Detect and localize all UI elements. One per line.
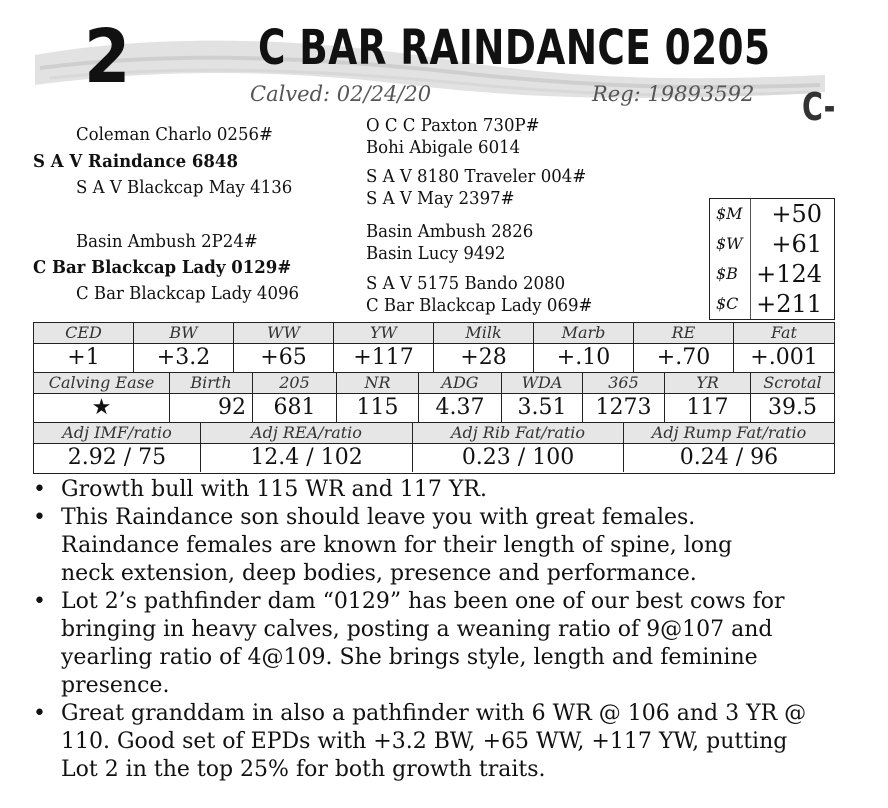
- performance-header-cell: Birth: [170, 373, 253, 393]
- calved-date: Calved: 02/24/20: [250, 82, 432, 106]
- pedigree-sire-sire-sire: O C C Paxton 730P#: [366, 115, 540, 136]
- note-item: [33, 700, 833, 784]
- epd-header-cell: WW: [234, 323, 334, 343]
- index-label: $W: [716, 234, 743, 253]
- note-line: 110. Good set of EPDs with +3.2 BW, +65 WW, +117 YW, putting: [61, 729, 788, 754]
- epd-value-cell: +.70: [634, 344, 734, 372]
- note-line: Raindance females are known for their length of spine, long: [61, 533, 733, 558]
- index-row: [710, 259, 834, 289]
- ultrasound-header-cell: Adj Rump Fat/ratio: [651, 423, 807, 442]
- performance-header-row: [34, 373, 834, 394]
- bullet-icon: •: [33, 477, 46, 502]
- ultrasound-header-row: [34, 423, 834, 444]
- epd-header-row: [34, 323, 834, 344]
- note-item: [33, 588, 833, 700]
- registration-number: Reg: 19893592: [592, 82, 755, 106]
- note-line: presence.: [61, 673, 170, 698]
- epd-header-cell: Milk: [434, 323, 534, 343]
- epd-header-cell: Fat: [771, 323, 797, 342]
- note-line: bringing in heavy calves, posting a weaning ratio of 9@107 and: [61, 617, 773, 642]
- index-value: +211: [756, 290, 822, 318]
- epd-value-cell: +117: [334, 344, 434, 372]
- epd-value-row: [34, 344, 834, 372]
- index-label: $B: [716, 264, 738, 283]
- performance-value-cell: 3.51: [502, 394, 583, 422]
- ultrasound-table: [33, 422, 835, 474]
- performance-value-cell: 115: [337, 394, 419, 422]
- pedigree-dam-sire-sire: Basin Ambush 2826: [366, 221, 534, 242]
- epd-header-cell: RE: [634, 323, 734, 343]
- pedigree-sire-sire-dam: Bohi Abigale 6014: [366, 137, 521, 158]
- pedigree-dam-dam-sire: S A V 5175 Bando 2080: [366, 273, 566, 294]
- epd-value-cell: +.10: [534, 344, 634, 372]
- performance-header-cell: YR: [665, 373, 751, 393]
- lot-number: 2: [84, 14, 129, 100]
- performance-value-cell: 4.37: [419, 394, 502, 422]
- epd-header-cell: Marb: [534, 323, 634, 343]
- notes-list: [33, 476, 833, 784]
- performance-value-cell: 117: [665, 394, 751, 422]
- epd-header-cell: YW: [334, 323, 434, 343]
- note-line: yearling ratio of 4@109. She brings style, length and feminine: [61, 645, 758, 670]
- note-line: This Raindance son should leave you with great females.: [61, 505, 696, 530]
- index-label: $M: [716, 204, 743, 223]
- note-line: Great granddam in also a pathfinder with 6 WR @ 106 and 3 YR @: [61, 701, 807, 726]
- ultrasound-header-cell: Adj REA/ratio: [201, 423, 413, 443]
- performance-value-cell: 1273: [583, 394, 665, 422]
- pedigree-sire-dam-sire: S A V 8180 Traveler 004#: [366, 166, 587, 187]
- ultrasound-header-cell: Adj IMF/ratio: [34, 423, 201, 443]
- pedigree-sire-dam: S A V Blackcap May 4136: [76, 177, 293, 198]
- bullet-icon: •: [33, 505, 46, 530]
- index-value: +124: [756, 260, 822, 288]
- performance-header-cell: 205: [253, 373, 337, 393]
- epd-header-cell: BW: [134, 323, 234, 343]
- epd-value-cell: +3.2: [134, 344, 234, 372]
- epd-value-cell: +28: [434, 344, 534, 372]
- performance-header-cell: NR: [337, 373, 419, 393]
- index-row: [710, 289, 834, 319]
- performance-value-cell: 92: [170, 394, 253, 422]
- epd-value-cell: +.001: [750, 345, 818, 370]
- epd-value-cell: +1: [34, 344, 134, 372]
- performance-value-cell: 39.5: [768, 395, 817, 420]
- pedigree-sire: S A V Raindance 6848: [33, 151, 238, 172]
- pedigree-dam-dam: C Bar Blackcap Lady 4096: [76, 283, 300, 304]
- epd-table: [33, 322, 835, 373]
- performance-table: [33, 372, 835, 423]
- bullet-icon: •: [33, 589, 46, 614]
- pedigree-sire-sire: Coleman Charlo 0256#: [76, 124, 273, 145]
- index-label: $C: [716, 294, 739, 313]
- calving-ease-star-icon: ★: [34, 394, 170, 422]
- ultrasound-value-row: [34, 444, 834, 472]
- epd-header-cell: CED: [34, 323, 134, 343]
- note-item: [33, 476, 833, 504]
- pedigree-sire-dam-dam: S A V May 2397#: [366, 188, 515, 209]
- note-item: [33, 504, 833, 588]
- pedigree-dam-dam-dam: C Bar Blackcap Lady 069#: [366, 295, 593, 316]
- index-value: +61: [771, 230, 822, 258]
- ultrasound-header-cell: Adj Rib Fat/ratio: [413, 423, 624, 443]
- index-value: +50: [771, 200, 822, 228]
- ultrasound-value-cell: 12.4 / 102: [201, 444, 413, 472]
- note-line: Growth bull with 115 WR and 117 YR.: [61, 477, 487, 502]
- epd-value-cell: +65: [234, 344, 334, 372]
- bullet-icon: •: [33, 701, 46, 726]
- index-row: [710, 199, 834, 229]
- performance-header-cell: Scrotal: [763, 373, 822, 392]
- pedigree-dam: C Bar Blackcap Lady 0129#: [33, 257, 292, 278]
- performance-header-cell: ADG: [419, 373, 502, 393]
- performance-header-cell: WDA: [502, 373, 583, 393]
- note-line: neck extension, deep bodies, presence and performance.: [61, 561, 697, 586]
- ultrasound-value-cell: 0.23 / 100: [413, 444, 624, 472]
- performance-value-cell: 681: [253, 394, 337, 422]
- ultrasound-value-cell: 2.92 / 75: [34, 444, 201, 472]
- dollar-index-box: [709, 198, 835, 320]
- ultrasound-value-cell: 0.24 / 96: [679, 445, 779, 470]
- pedigree-dam-sire: Basin Ambush 2P24#: [76, 231, 258, 252]
- animal-name: C BAR RAINDANCE 0205: [258, 20, 771, 76]
- pedigree-dam-sire-dam: Basin Lucy 9492: [366, 243, 506, 264]
- note-line: Lot 2’s pathfinder dam “0129” has been one of our best cows for: [61, 589, 785, 614]
- performance-value-row: [34, 394, 834, 422]
- note-line: Lot 2 in the top 25% for both growth traits.: [61, 757, 546, 782]
- index-row: [710, 229, 834, 259]
- performance-header-cell: 365: [583, 373, 665, 393]
- grade-badge: C-: [802, 85, 836, 129]
- performance-header-cell: Calving Ease: [34, 373, 170, 393]
